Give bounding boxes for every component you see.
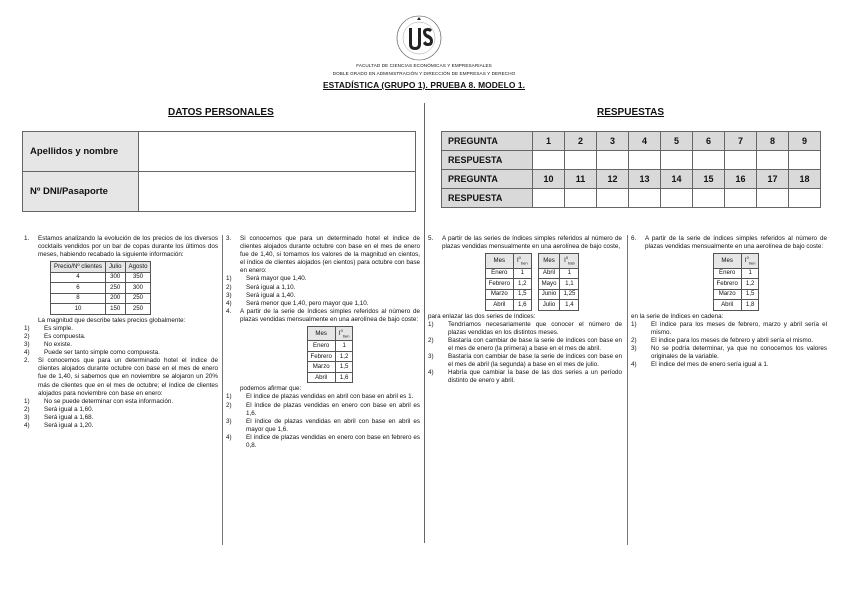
respuesta-label: RESPUESTA — [442, 189, 533, 208]
question-text: A partir de las series de índices simples referidos al número de plazas vendidas mensualmente en una aerolínea de bajo coste, — [442, 235, 622, 251]
answer-cell[interactable] — [661, 151, 693, 170]
index-table — [713, 253, 760, 310]
table-cell: Mayo — [538, 279, 560, 290]
answer-cell[interactable] — [789, 189, 821, 208]
answer-cell[interactable] — [693, 151, 725, 170]
table-cell: 350 — [125, 272, 151, 283]
option-text: El índice del mes de enero sería igual a 1. — [651, 361, 769, 369]
question-1 — [24, 235, 218, 325]
option-text: Será menor que 1,40, pero mayor que 1,10. — [246, 299, 369, 307]
question-4 — [226, 308, 420, 394]
answer-cell[interactable] — [597, 189, 629, 208]
name-row — [23, 132, 416, 172]
table-cell: 250 — [125, 304, 151, 315]
question-number-label: 4. — [226, 307, 232, 315]
question-number-label: 1. — [24, 235, 30, 242]
question-5 — [428, 235, 622, 313]
option[interactable] — [428, 321, 622, 337]
question-2 — [24, 357, 218, 397]
option-number: 2) — [226, 401, 232, 409]
table-header: Mes — [307, 327, 335, 341]
option-number: 4) — [24, 349, 30, 357]
table-header: Agosto — [125, 262, 151, 273]
answer-cell[interactable] — [629, 189, 661, 208]
option-text: Puede ser tanto simple como compuesta. — [44, 349, 160, 357]
option-text: El índice para los meses de febrero y abril sería el mismo. — [651, 336, 814, 344]
option[interactable] — [24, 349, 218, 357]
answer-cell[interactable] — [533, 189, 565, 208]
faculty-name: FACULTAD DE CIENCIAS ECONÓMICAS Y EMPRESARIALES — [356, 63, 492, 68]
table-cell: Abril — [713, 300, 741, 311]
question-number: 8 — [757, 132, 789, 151]
table-cell: 1,2 — [741, 279, 759, 290]
answer-cell[interactable] — [629, 151, 661, 170]
question-number: 15 — [693, 170, 725, 189]
answer-cell[interactable] — [789, 151, 821, 170]
answer-cell[interactable] — [725, 151, 757, 170]
question-number: 9 — [789, 132, 821, 151]
option-number: 3) — [24, 341, 30, 349]
option[interactable] — [24, 333, 218, 341]
option[interactable] — [428, 337, 622, 353]
option-number: 3) — [226, 291, 232, 299]
question-3 — [226, 235, 420, 275]
question-after-text: para enlazar las dos series de índices: — [428, 312, 536, 320]
option[interactable] — [631, 345, 827, 361]
index-table-april — [538, 253, 580, 310]
option-number: 4) — [226, 299, 232, 307]
index-table — [307, 326, 354, 383]
table-cell: 1,2 — [335, 351, 353, 362]
id-label: Nº DNI/Pasaporte — [23, 172, 139, 212]
option[interactable] — [24, 341, 218, 349]
option-text: Es compuesta. — [44, 332, 86, 340]
table-header: $I^0_{t/en}$ — [335, 327, 353, 341]
answer-cell[interactable] — [757, 189, 789, 208]
option-number: 4) — [226, 433, 232, 441]
answer-cell[interactable] — [757, 151, 789, 170]
option-number: 4) — [24, 422, 30, 429]
table-cell: 250 — [125, 293, 151, 304]
table-header: Julio — [105, 262, 125, 273]
option-text: Será igual a 1,68. — [44, 413, 94, 421]
table-cell: Febrero — [713, 279, 741, 290]
option[interactable] — [24, 414, 218, 422]
answer-cell[interactable] — [565, 151, 597, 170]
table-cell: Julio — [538, 300, 560, 311]
question-after-text: en la serie de índices en cadena: — [631, 312, 724, 320]
option-text: El índice de plazas vendidas en enero con base en febrero es 0,8. — [246, 433, 420, 450]
table-cell: 1 — [513, 268, 531, 279]
option-text: No existe. — [44, 341, 72, 349]
id-row — [23, 172, 416, 212]
table-cell: 1,1 — [560, 279, 579, 290]
option[interactable] — [631, 321, 827, 337]
table-cell: 300 — [125, 283, 151, 294]
question-number: 5 — [661, 132, 693, 151]
id-field[interactable] — [139, 172, 416, 212]
section-divider — [424, 103, 425, 543]
question-text: A partir de la serie de índices simples referidos al número de plazas vendidas mensualmente en una aerolínea de bajo coste: — [240, 307, 420, 323]
option[interactable] — [226, 300, 420, 308]
option[interactable] — [226, 275, 420, 283]
option-text: No se puede determinar con esta información. — [44, 397, 174, 405]
question-number: 13 — [629, 170, 661, 189]
column-1 — [24, 235, 218, 430]
option-text: El índice de plazas vendidas en abril con base en abril es 1. — [246, 393, 414, 401]
answer-cell[interactable] — [533, 151, 565, 170]
table-cell: Enero — [307, 341, 335, 352]
table-cell: 1,5 — [513, 289, 531, 300]
pregunta-label: PREGUNTA — [442, 170, 533, 189]
question-number: 18 — [789, 170, 821, 189]
answer-cell[interactable] — [693, 189, 725, 208]
table-cell: 300 — [105, 272, 125, 283]
question-6 — [631, 235, 827, 311]
index-tables — [442, 251, 622, 312]
answer-cell[interactable] — [661, 189, 693, 208]
option-number: 4) — [631, 361, 637, 369]
option-number: 3) — [631, 344, 637, 352]
question-number: 4 — [629, 132, 661, 151]
option[interactable] — [226, 434, 420, 450]
option-text: El índice para los meses de febrero, marzo y abril sería el mismo. — [651, 320, 827, 336]
option[interactable] — [24, 325, 218, 333]
personal-data-table — [22, 131, 416, 212]
option[interactable] — [428, 353, 622, 369]
question-after-text: podemos afirmar que: — [240, 385, 302, 393]
option-number: 1) — [631, 320, 637, 328]
option[interactable] — [226, 402, 420, 418]
table-cell: 1 — [560, 268, 579, 279]
price-clients-table — [50, 261, 151, 315]
table-header: $I^0_{t/en}$ — [741, 254, 759, 268]
respuesta-label: RESPUESTA — [442, 151, 533, 170]
table-cell: 1 — [741, 268, 759, 279]
answer-row-2 — [442, 189, 821, 208]
question-number-label: 6. — [631, 235, 637, 242]
answer-row-1 — [442, 151, 821, 170]
question-text: Si conocemos que para un determinado hotel el índice de clientes alojados durante octubre con base en el mes de enero fue de 1,40, si tomamos los valores de la magnitud en cientos, el índice de clientes alojados (en cientos) para octubre con base en enero: — [240, 235, 420, 275]
option[interactable] — [631, 337, 827, 345]
index-table-january — [485, 253, 532, 310]
table-cell: Abril — [538, 268, 560, 279]
option-number: 4) — [428, 369, 434, 377]
option-text: Será igual a 1,10. — [246, 283, 296, 291]
option-number: 1) — [226, 275, 232, 283]
question-number: 16 — [725, 170, 757, 189]
option[interactable] — [24, 422, 218, 430]
exam-title: ESTADÍSTICA (GRUPO 1). PRUEBA 8. MODELO 1. — [322, 80, 526, 90]
table-cell: 1 — [335, 341, 353, 352]
option-number: 2) — [428, 336, 434, 344]
question-number: 1 — [533, 132, 565, 151]
column-4 — [631, 235, 827, 369]
table-cell: Enero — [485, 268, 513, 279]
question-number: 6 — [693, 132, 725, 151]
option[interactable] — [428, 369, 622, 385]
table-header: Mes — [713, 254, 741, 268]
table-header: Precio/Nº clientes — [51, 262, 106, 273]
name-label: Apellidos y nombre — [23, 132, 139, 172]
column-3 — [428, 235, 622, 385]
table-cell: 1,5 — [335, 362, 353, 373]
table-cell: Febrero — [307, 351, 335, 362]
question-number: 12 — [597, 170, 629, 189]
option-number: 2) — [631, 336, 637, 344]
table-cell: 1,5 — [741, 289, 759, 300]
option-text: Tendríamos necesariamente que conocer el número de plazas vendidas en los distintos meses. — [448, 320, 622, 336]
option[interactable] — [631, 361, 827, 369]
pregunta-label: PREGUNTA — [442, 132, 533, 151]
table-cell: 1,2 — [513, 279, 531, 290]
option[interactable] — [226, 418, 420, 434]
answer-cell[interactable] — [597, 151, 629, 170]
option-number: 3) — [428, 353, 434, 360]
option-number: 1) — [24, 324, 30, 332]
table-cell: Abril — [307, 372, 335, 383]
answer-grid — [441, 131, 821, 208]
option-number: 2) — [226, 283, 232, 291]
degree-name: DOBLE GRADO EN ADMINISTRACIÓN Y DIRECCIÓN DE EMPRESAS Y DERECHO — [332, 71, 516, 76]
table-cell: 150 — [105, 304, 125, 315]
table-cell: Enero — [713, 268, 741, 279]
option-number: 3) — [24, 413, 30, 421]
question-number: 10 — [533, 170, 565, 189]
table-cell: Marzo — [713, 289, 741, 300]
column-2 — [226, 235, 420, 450]
option-text: Será mayor que 1,40. — [246, 275, 307, 283]
table-cell: Marzo — [307, 362, 335, 373]
option-text: El índice de plazas vendidas en abril con base en abril es mayor que 1,6. — [246, 417, 420, 433]
option-text: Será igual a 1,60. — [44, 405, 94, 413]
name-field[interactable] — [139, 132, 416, 172]
table-header: $I^0_{t/en}$ — [513, 254, 531, 268]
table-cell: 1,25 — [560, 289, 579, 300]
table-cell: 200 — [105, 293, 125, 304]
option-text: Bastaría con cambiar de base la serie de índices con base en el mes de abril (la segunda) a base en el mes de julio. — [448, 353, 622, 369]
table-cell: Febrero — [485, 279, 513, 290]
option-number: 1) — [428, 320, 434, 328]
option-text: Habría que cambiar la base de las dos series a un período distinto de enero y abril. — [448, 369, 622, 385]
column-separator — [627, 235, 628, 545]
question-number: 14 — [661, 170, 693, 189]
question-number-label: 3. — [226, 235, 232, 242]
option-number: 1) — [226, 393, 232, 401]
table-header: Mes — [485, 254, 513, 268]
university-seal-logo — [395, 14, 443, 62]
table-header: $I^0_{t/ab}$ — [560, 254, 579, 268]
option-number: 3) — [226, 417, 232, 425]
question-number-row-1 — [442, 132, 821, 151]
table-cell: 6 — [51, 283, 106, 294]
table-cell: 250 — [105, 283, 125, 294]
table-cell: 1,6 — [513, 300, 531, 311]
answer-cell[interactable] — [725, 189, 757, 208]
table-cell: Abril — [485, 300, 513, 311]
option-text: No se podría determinar, ya que no conocemos los valores originales de la variable. — [651, 344, 827, 360]
table-cell: 1,4 — [560, 300, 579, 311]
question-number: 7 — [725, 132, 757, 151]
question-number: 2 — [565, 132, 597, 151]
option-number: 2) — [24, 332, 30, 340]
column-separator — [222, 235, 223, 545]
table-cell: 1,6 — [335, 372, 353, 383]
table-cell: Junio — [538, 289, 560, 300]
option[interactable] — [226, 393, 420, 401]
personal-data-heading: DATOS PERSONALES — [168, 107, 274, 118]
answers-heading: RESPUESTAS — [597, 107, 665, 118]
question-text: Estamos analizando la evolución de los precios de los diversos cocktails vendidos por un bar de copas durante los últimos dos meses, habiendo recabado la siguiente información: — [38, 235, 218, 259]
table-header: Mes — [538, 254, 560, 268]
option[interactable] — [226, 292, 420, 300]
answer-cell[interactable] — [565, 189, 597, 208]
question-number-label: 2. — [24, 357, 30, 365]
question-number: 11 — [565, 170, 597, 189]
option-text: Es simple. — [44, 324, 74, 332]
option[interactable] — [24, 406, 218, 414]
question-text: Si conocemos que para un determinado hotel el índice de clientes alojados durante octubre con base en el mes de enero fue de 1,40, si sabemos que en noviembre se alojaron un 20% más de clientes que en el mes de octubre; el índice de clientes alojados para noviembre con base en enero: — [38, 357, 218, 397]
table-cell: 10 — [51, 304, 106, 315]
option-number: 2) — [24, 405, 30, 413]
option-text: Bastaría con cambiar de base la serie de índices con base en el mes de enero (la primera) a base en el mes de abril. — [448, 336, 622, 352]
table-cell: Marzo — [485, 289, 513, 300]
question-text: A partir de la serie de índices simples referidos al número de plazas vendidas mensualmente en una aerolínea de bajo coste: — [645, 235, 827, 251]
question-number-row-2 — [442, 170, 821, 189]
option-text: El índice de plazas vendidas en enero con base en abril es 1,6. — [246, 401, 420, 417]
question-number-label: 5. — [428, 235, 434, 242]
table-cell: 8 — [51, 293, 106, 304]
table-cell: 4 — [51, 272, 106, 283]
question-after-text: La magnitud que describe tales precios globalmente: — [38, 316, 186, 324]
option-number: 1) — [24, 397, 30, 405]
option-text: Será igual a 1,40. — [246, 291, 296, 299]
option[interactable] — [24, 398, 218, 406]
option-text: Será igual a 1,20. — [44, 422, 94, 429]
option[interactable] — [226, 284, 420, 292]
question-number: 17 — [757, 170, 789, 189]
question-number: 3 — [597, 132, 629, 151]
table-cell: 1,8 — [741, 300, 759, 311]
